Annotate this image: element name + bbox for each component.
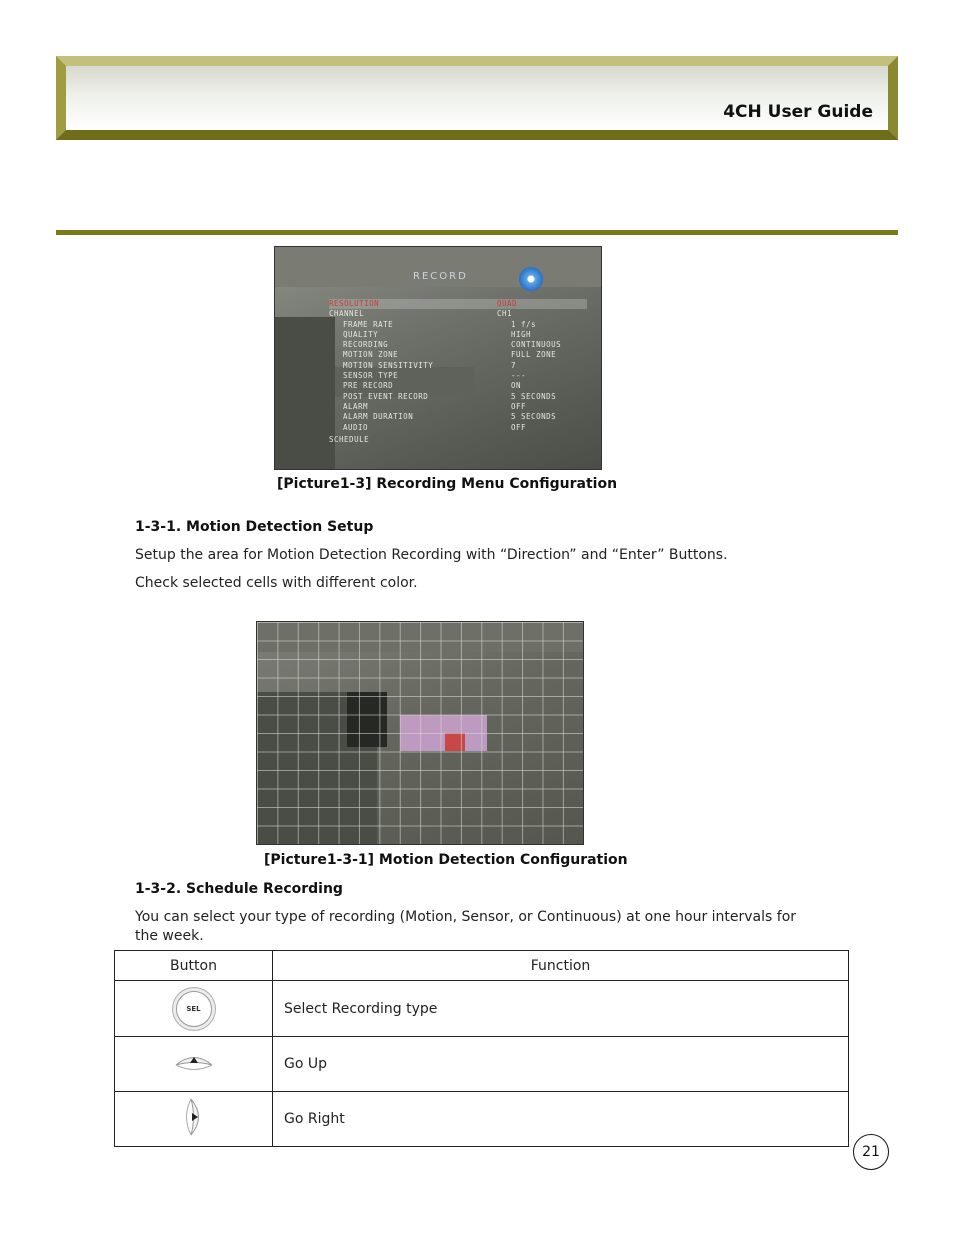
table-row	[115, 981, 849, 1037]
menu-row[interactable]	[329, 381, 587, 391]
table-row	[115, 1037, 849, 1092]
function-cell: Go Right	[273, 1092, 849, 1147]
menu-row[interactable]	[329, 423, 587, 433]
button-cell	[115, 1037, 273, 1092]
menu-value: QUAD	[497, 299, 518, 308]
menu-label: POST EVENT RECORD	[343, 391, 429, 401]
menu-label: CHANNEL	[329, 309, 365, 319]
menu-value: 5 SECONDS	[511, 412, 557, 422]
picture1-caption: [Picture1-3] Recording Menu Configuration	[277, 476, 618, 492]
menu-row[interactable]	[329, 435, 587, 445]
menu-value: 1 f/s	[511, 319, 537, 329]
button-cell	[115, 1092, 273, 1147]
section-divider	[56, 230, 898, 235]
menu-value: 5 SECONDS	[511, 391, 557, 401]
menu-label: ALARM DURATION	[343, 412, 414, 422]
menu-row[interactable]	[329, 371, 587, 381]
record-menu-title: RECORD	[413, 271, 468, 282]
menu-label: AUDIO	[343, 422, 369, 432]
menu-label: ALARM	[343, 401, 369, 411]
menu-value: 7	[511, 360, 517, 370]
menu-row[interactable]	[329, 340, 587, 350]
picture2-caption: [Picture1-3-1] Motion Detection Configuration	[264, 852, 628, 868]
section1-title: 1-3-1. Motion Detection Setup	[135, 519, 374, 535]
menu-value: OFF	[511, 401, 527, 411]
menu-label: RECORDING	[343, 340, 389, 350]
header-button: Button	[115, 951, 273, 981]
section1-line1: Setup the area for Motion Detection Recording with “Direction” and “Enter” Buttons.	[135, 547, 728, 563]
menu-row[interactable]	[329, 412, 587, 422]
menu-row[interactable]	[329, 330, 587, 340]
guide-title: 4CH User Guide	[723, 102, 873, 122]
menu-row[interactable]	[329, 320, 587, 330]
menu-row[interactable]	[329, 361, 587, 371]
menu-row[interactable]	[329, 402, 587, 412]
menu-value: ---	[511, 371, 527, 381]
section1-line2: Check selected cells with different color.	[135, 575, 418, 591]
menu-value: CH1	[497, 309, 513, 319]
right-arrow-button-icon	[184, 1097, 204, 1137]
button-cell	[115, 981, 273, 1037]
disc-icon	[519, 267, 543, 291]
page-number: 21	[853, 1134, 889, 1170]
menu-label: QUALITY	[343, 329, 379, 339]
button-function-table	[114, 950, 849, 1147]
function-cell: Select Recording type	[273, 981, 849, 1037]
menu-label: SCHEDULE	[329, 434, 370, 444]
menu-row[interactable]	[329, 309, 587, 319]
menu-value: HIGH	[511, 329, 532, 339]
menu-label: SENSOR TYPE	[343, 371, 399, 381]
menu-label: RESOLUTION	[329, 299, 380, 308]
header-banner	[56, 56, 898, 140]
scene-desk-left	[275, 317, 335, 469]
motion-grid[interactable]	[257, 622, 583, 844]
function-cell: Go Up	[273, 1037, 849, 1092]
menu-row[interactable]	[329, 350, 587, 360]
menu-value: OFF	[511, 422, 527, 432]
menu-label: PRE RECORD	[343, 381, 394, 391]
recording-menu-screenshot	[274, 246, 602, 470]
table-header-row	[115, 951, 849, 981]
menu-row[interactable]	[329, 392, 587, 402]
up-arrow-button-icon	[174, 1052, 214, 1072]
record-menu-list	[329, 299, 587, 445]
menu-value: CONTINUOUS	[511, 340, 562, 350]
section2-text: You can select your type of recording (Motion, Sensor, or Continuous) at one hour intervals for the week.	[135, 909, 797, 944]
table-row	[115, 1092, 849, 1147]
section2-title: 1-3-2. Schedule Recording	[135, 881, 343, 897]
menu-row[interactable]	[329, 299, 587, 309]
sel-button-icon: SEL	[176, 991, 212, 1027]
menu-label: MOTION SENSITIVITY	[343, 360, 434, 370]
header-function: Function	[273, 951, 849, 981]
menu-value: FULL ZONE	[511, 350, 557, 360]
menu-label: FRAME RATE	[343, 319, 394, 329]
menu-label: MOTION ZONE	[343, 350, 399, 360]
menu-value: ON	[511, 381, 522, 391]
motion-detection-screenshot	[256, 621, 584, 845]
